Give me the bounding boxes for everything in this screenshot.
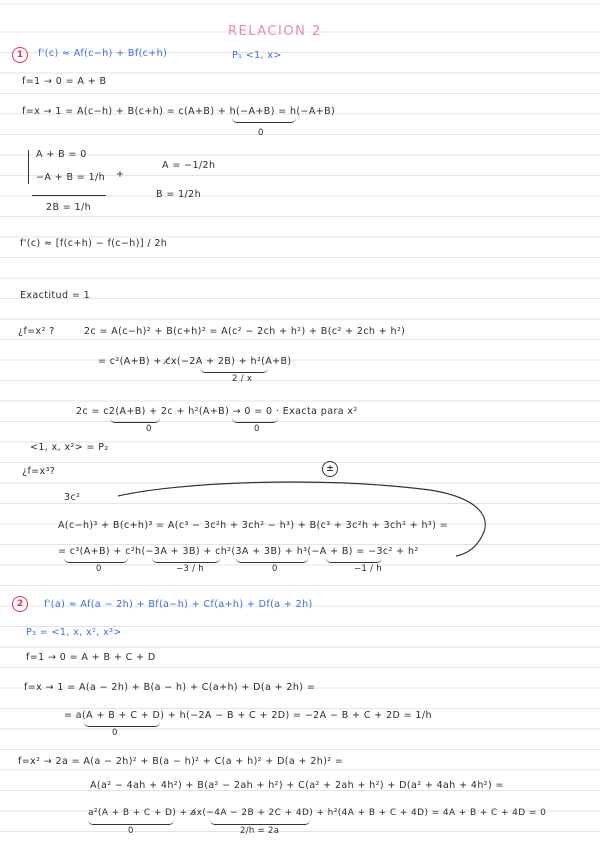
- ex1-fx3-sub-c: 0: [272, 564, 278, 574]
- ex2-fx2-brace-a: [88, 820, 174, 825]
- ex2-header: f'(a) ≈ Af(a − 2h) + Bf(a−h) + Cf(a+h) + Df(a + 2h): [44, 599, 313, 610]
- ex1-fx2-brace: [200, 368, 268, 373]
- ex1-fx-brace: [232, 118, 296, 123]
- ex1-fx3-label: ¿f=x³?: [22, 466, 56, 477]
- ex2-space: P₃ = <1, x, x², x³>: [26, 627, 122, 638]
- ex1-fx: f=x → 1 = A(c−h) + B(c+h) = c(A+B) + h(−A+B) = h(−A+B): [22, 106, 336, 117]
- ex2-fx2-brace-b: [210, 820, 310, 825]
- ex1-fx3-brace-d: [326, 558, 382, 563]
- ex1-space2: <1, x, x²> = P₂: [30, 442, 109, 453]
- exercise-2-number: 2: [12, 596, 28, 612]
- ex1-fx3-3c: 3c²: [64, 492, 81, 503]
- ex1-f1: f=1 → 0 = A + B: [22, 76, 107, 87]
- ex2-f1: f=1 → 0 = A + B + C + D: [26, 652, 156, 663]
- ex1-sys-plus: +: [116, 169, 125, 180]
- ex1-exactitud: Exactitud = 1: [20, 290, 91, 301]
- ex1-fx3-sub-b: −3 / h: [176, 564, 204, 574]
- ex1-fx-sub: 0: [258, 128, 264, 138]
- ex1-fx2-sub3b: 0: [254, 424, 260, 434]
- ex1-sys1: A + B = 0: [36, 149, 87, 160]
- ex1-fx3-line1: A(c−h)³ + B(c+h)³ = A(c³ − 3c²h + 3ch² − h³) + B(c³ + 3c²h + 3ch² + h³) =: [58, 520, 448, 531]
- ex1-fx2-brace-b: [232, 418, 278, 423]
- ex1-fx3-brace-a: [64, 558, 128, 563]
- ex1-fx2-sub3a: 0: [146, 424, 152, 434]
- ex1-fx2-brace-a: [110, 418, 160, 423]
- ex1-fx3-line2: = c³(A+B) + c²h(−3A + 3B) + ch²(3A + 3B) + h³(−A + B) = −3c² + h²: [58, 546, 419, 557]
- ex1-fx3-brace-b: [152, 558, 220, 563]
- ex2-fx2-line3: a²(A + B + C + D) + a̸x(−4A − 2B + 2C + 4D) + h²(4A + B + C + 4D) = 4A + B + C + 4D = 0: [88, 808, 547, 818]
- ex1-fx2-label: ¿f=x² ?: [18, 326, 55, 337]
- ex2-fx-line1: f=x → 1 = A(a − 2h) + B(a − h) + C(a+h) + D(a + 2h) =: [24, 682, 316, 693]
- exercise-1-number: 1: [12, 47, 28, 63]
- ex1-circle-mark: ±: [322, 461, 338, 477]
- page-title: RELACION 2: [228, 24, 322, 39]
- ex2-fx2-sub-a: 0: [128, 826, 134, 836]
- ex1-sol-a: A = −1/2h: [162, 160, 216, 171]
- ex1-fx3-sub-a: 0: [96, 564, 102, 574]
- ex2-fx2-line1: f=x² → 2a = A(a − 2h)² + B(a − h)² + C(a + h)² + D(a + 2h)² =: [18, 756, 344, 767]
- ex1-sum-rule: [32, 195, 106, 196]
- system-brace: [28, 150, 29, 184]
- ex1-sol-b: B = 1/2h: [156, 189, 202, 200]
- ex1-fx2-line2: = c²(A+B) + c̸x(−2A + 2B) + h²(A+B): [98, 356, 292, 367]
- ex2-fx2-line2: A(a² − 4ah + 4h²) + B(a² − 2ah + h²) + C(a² + 2ah + h²) + D(a² + 4ah + 4h²) =: [90, 780, 504, 791]
- ex1-fx2-sub: 2 / x: [232, 374, 253, 384]
- ex1-fx3-brace-c: [236, 558, 308, 563]
- ex2-fx2-sub-b: 2/h = 2a: [240, 826, 280, 836]
- ex2-fx-sub: 0: [112, 728, 118, 738]
- ex2-fx-brace: [84, 722, 160, 727]
- ex1-sys2: −A + B = 1/h: [36, 172, 106, 183]
- ex1-fx2-line3: 2c = c2(A+B) + 2c + h²(A+B) → 0 = 0 · Exacta para x²: [76, 406, 358, 417]
- ex1-sys-sum: 2B = 1/h: [46, 202, 92, 213]
- ex2-fx-line2: = a(A + B + C + D) + h(−2A − B + C + 2D) = −2A − B + C + 2D = 1/h: [64, 710, 432, 721]
- ex1-fx3-sub-d: −1 / h: [354, 564, 382, 574]
- ex1-header: f'(c) ≈ Af(c−h) + Bf(c+h): [38, 48, 168, 59]
- ex1-fx2-line1: 2c = A(c−h)² + B(c+h)² = A(c² − 2ch + h²) + B(c² + 2ch + h²): [84, 326, 406, 337]
- ex1-space: P₁ <1, x>: [232, 50, 282, 61]
- ex1-formula: f'(c) ≈ [f(c+h) − f(c−h)] / 2h: [20, 238, 168, 249]
